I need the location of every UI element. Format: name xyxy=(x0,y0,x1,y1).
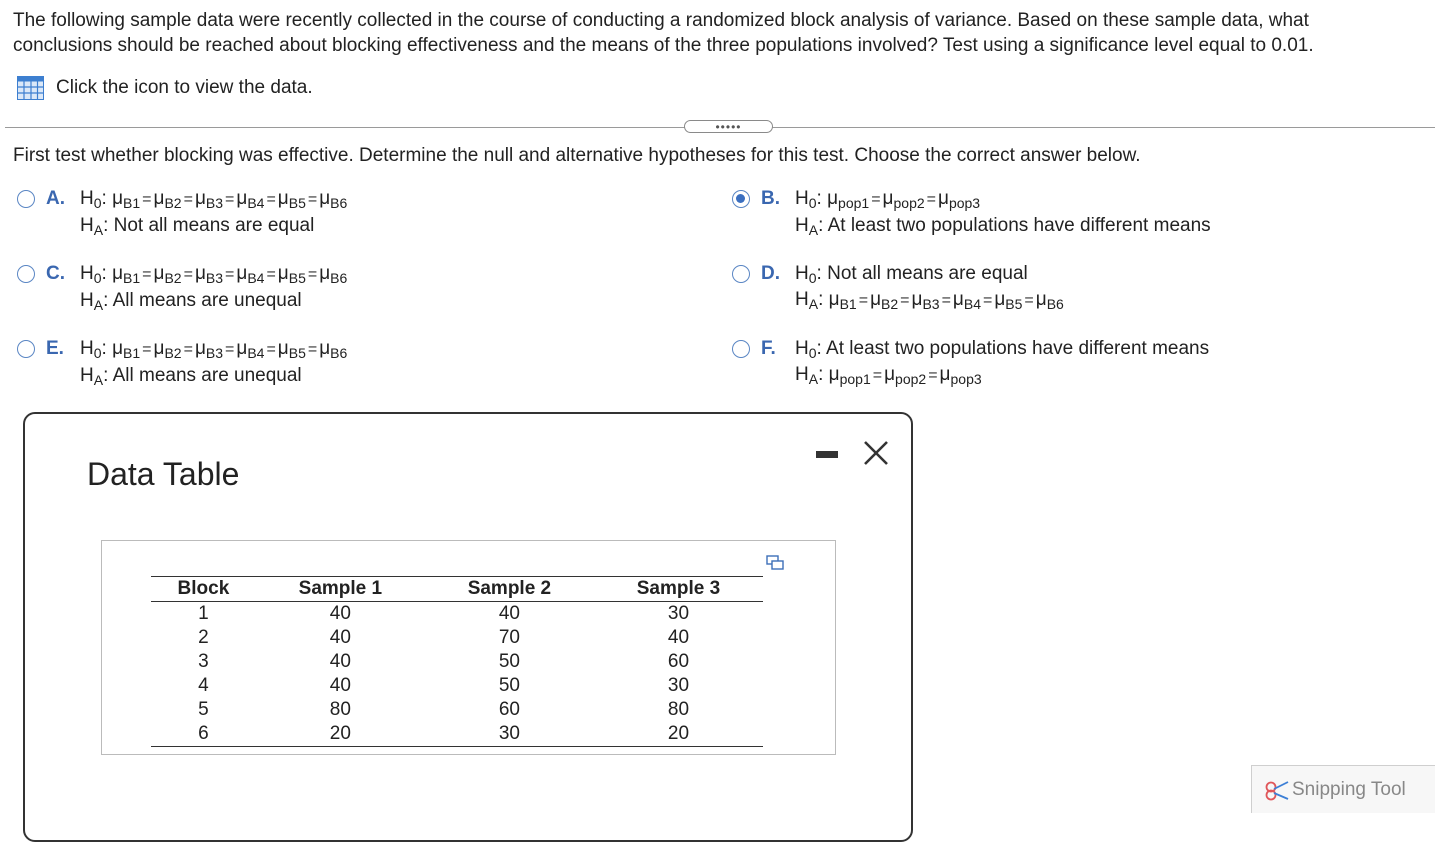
option-c-alt: $H_A$: All means are unequal xyxy=(80,290,302,313)
option-e-null: $H_0$: $\mu_{B1} = \mu_{B2} = \mu_{B3} = \mu_{B4} = \mu_{B5} = \mu_{B6}$ xyxy=(80,338,348,361)
cell: 20 xyxy=(256,722,425,747)
cell: 80 xyxy=(667,699,690,720)
option-b-alt: $H_A$: At least two populations have different means xyxy=(795,215,1211,238)
view-data-label[interactable]: Click the icon to view the data. xyxy=(56,77,313,98)
option-c-radio[interactable] xyxy=(17,265,35,283)
table-row xyxy=(151,722,763,747)
table-row xyxy=(151,650,763,674)
table-row xyxy=(151,674,763,698)
cell: 50 xyxy=(498,675,520,696)
view-data-link[interactable] xyxy=(17,76,313,100)
option-b-null: $H_0$: $\mu_{pop1} = \mu_{pop2} = \mu_{pop3}$ xyxy=(795,188,981,211)
cell: 40 xyxy=(329,603,351,624)
cell: 30 xyxy=(425,722,594,747)
cell: 40 xyxy=(329,651,351,672)
snipping-tool-button[interactable] xyxy=(1251,765,1435,813)
option-d-alt: $H_A$: $\mu_{B1} = \mu_{B2} = \mu_{B3} = \mu_{B4} = \mu_{B5} = \mu_{B6}$ xyxy=(795,289,1064,312)
option-b-letter: B. xyxy=(761,188,780,209)
option-c-letter: C. xyxy=(46,263,65,284)
cell: 5 xyxy=(198,699,209,720)
cell: 30 xyxy=(667,603,690,624)
cell: 40 xyxy=(667,627,690,648)
cell: 50 xyxy=(498,651,520,672)
cell: 2 xyxy=(198,627,209,648)
intro-line-2: conclusions should be reached about blocking effectiveness and the means of the three populations involved? Test using a significance level equal to 0.01. xyxy=(13,35,1314,56)
cell: 80 xyxy=(329,699,351,720)
cell: 3 xyxy=(198,651,209,672)
header-sample-2: Sample 2 xyxy=(425,577,594,602)
cell: 40 xyxy=(329,627,351,648)
table-grid-icon[interactable] xyxy=(17,76,44,100)
option-a-null: $H_0$: $\mu_{B1} = \mu_{B2} = \mu_{B3} = \mu_{B4} = \mu_{B5} = \mu_{B6}$ xyxy=(80,188,348,211)
data-table-container xyxy=(101,540,836,755)
option-e-letter: E. xyxy=(46,338,64,359)
option-c-null: $H_0$: $\mu_{B1} = \mu_{B2} = \mu_{B3} = \mu_{B4} = \mu_{B5} = \mu_{B6}$ xyxy=(80,263,348,286)
intro-line-1: The following sample data were recently collected in the course of conducting a randomized block analysis of variance. Based on these sample data, what xyxy=(13,10,1309,31)
cell: 60 xyxy=(667,651,690,672)
option-a-alt: $H_A$: Not all means are equal xyxy=(80,215,315,238)
modal-title: Data Table xyxy=(87,456,240,492)
header-sample-1: Sample 1 xyxy=(256,577,425,602)
data-table-modal xyxy=(23,412,913,842)
option-a-letter: A. xyxy=(46,188,65,209)
snipping-tool-label[interactable]: Snipping Tool xyxy=(1292,778,1406,800)
header-block: Block xyxy=(151,577,256,602)
option-b-radio[interactable] xyxy=(732,190,750,208)
cell: 70 xyxy=(498,627,520,648)
cell: 6 xyxy=(151,722,256,747)
cell: 40 xyxy=(329,675,351,696)
option-f-radio[interactable] xyxy=(732,340,750,358)
table-row xyxy=(151,602,763,627)
cell: 20 xyxy=(594,722,763,747)
copy-icon[interactable] xyxy=(766,555,784,571)
divider-handle[interactable]: ••••• xyxy=(684,120,773,133)
question-text: First test whether blocking was effective. Determine the null and alternative hypotheses for this test. Choose the correct answer below. xyxy=(13,145,1141,166)
table-header-row xyxy=(151,577,763,602)
option-e-alt: $H_A$: All means are unequal xyxy=(80,365,302,388)
option-a-radio[interactable] xyxy=(17,190,35,208)
snipping-tool-icon xyxy=(1264,779,1290,801)
option-d-radio[interactable] xyxy=(732,265,750,283)
minimize-icon[interactable] xyxy=(816,451,838,458)
option-d-letter: D. xyxy=(761,263,780,284)
close-icon[interactable] xyxy=(861,438,891,468)
cell: 4 xyxy=(198,675,209,696)
header-sample-3: Sample 3 xyxy=(594,577,763,602)
cell: 40 xyxy=(498,603,520,624)
option-e-radio[interactable] xyxy=(17,340,35,358)
option-f-alt: $H_A$: $\mu_{pop1} = \mu_{pop2} = \mu_{pop3}$ xyxy=(795,364,982,387)
cell: 1 xyxy=(198,603,209,624)
table-row xyxy=(151,626,763,650)
cell: 60 xyxy=(498,699,520,720)
table-row xyxy=(151,698,763,722)
option-f-null: $H_0$: At least two populations have different means xyxy=(795,338,1210,361)
question-intro xyxy=(13,8,1413,58)
option-d-null: $H_0$: Not all means are equal xyxy=(795,263,1028,286)
option-f-letter: F. xyxy=(761,338,776,359)
data-table xyxy=(151,576,763,747)
cell: 30 xyxy=(667,675,690,696)
